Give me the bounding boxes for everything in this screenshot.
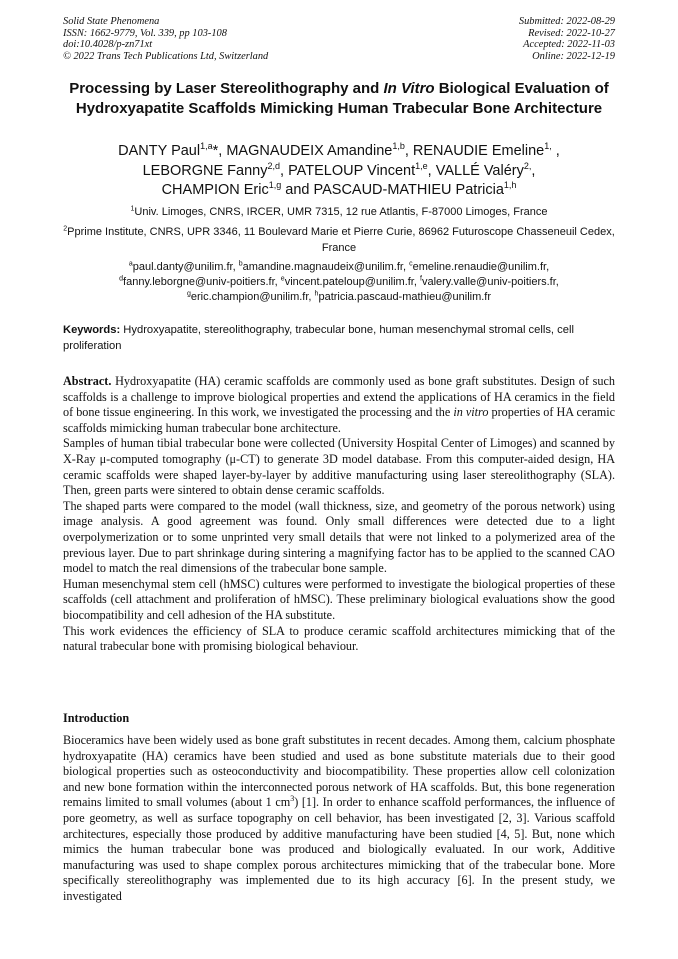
abstract xyxy=(63,374,615,655)
email-sup: d xyxy=(119,275,124,283)
email-link[interactable]: vincent.pateloup@unilim.fr xyxy=(284,276,414,288)
title-part1: Processing by Laser Stereolithography and xyxy=(69,80,384,97)
paper-title xyxy=(50,79,628,119)
revised-date: Revised: 2022-10-27 xyxy=(528,27,615,39)
publication-dates xyxy=(519,16,615,62)
abstract-italic: in vitro xyxy=(453,405,489,420)
email-sep: , xyxy=(413,276,420,288)
affiliation-text: Pprime Institute, CNRS, UPR 3346, 11 Boulevard Marie et Pierre Curie, 86962 Futuroscope Chasseneuil Cedex, France xyxy=(67,226,615,254)
doi[interactable]: doi:10.4028/p-zn71xt xyxy=(63,39,153,51)
author-sup: 1,h xyxy=(503,180,517,191)
abstract-paragraph: Human mesenchymal stem cell (hMSC) cultures were performed to investigate the biological properties of these scaffolds (cell attachment and proliferation of hMSC). These preliminary biological evaluations show the good biocompatibility and cell adhesion of the HA substitute. xyxy=(63,576,615,622)
affiliation-sup: 1 xyxy=(130,205,135,213)
copyright: © 2022 Trans Tech Publications Ltd, Switzerland xyxy=(63,50,269,62)
abstract-paragraph xyxy=(63,374,615,436)
intro-text: ) [1]. In order to enhance scaffold performances, the influence of pore geometry, as well as surface topography on cell behavior, has been investigated [2, 3]. Various scaffold architectures, especially those produced by additive manufacturing have been studied [4, 5]. But, none which mimics the human trabecular bone was produced and biologically evaluated. In our work, Additive manufacturing was used to shape complex porous architectures mimicking that of the trabecular bone. More specifically stereolithography was implemented due to its high accuracy [6]. In the present study, we investigated xyxy=(63,795,616,903)
author-sup: 2, xyxy=(523,160,532,171)
author-sep: and xyxy=(281,182,314,198)
abstract-label: Abstract. xyxy=(63,374,112,388)
author-sup: 1,g xyxy=(268,180,282,191)
affiliation-text: Univ. Limoges, CNRS, IRCER, UMR 7315, 12 rue Atlantis, F-87000 Limoges, France xyxy=(134,206,548,218)
journal-info xyxy=(63,16,268,62)
affiliation-sup: 2 xyxy=(63,225,68,233)
email-sup: g xyxy=(186,290,191,298)
email-sup: e xyxy=(280,275,285,283)
author-sup: 1,b xyxy=(392,141,405,152)
author-sup: 1,e xyxy=(415,160,428,171)
keywords-text: Hydroxyapatite, stereolithography, trabecular bone, human mesenchymal stromal cells, cell proliferation xyxy=(63,324,574,352)
email-link[interactable]: eric.champion@unilim.fr xyxy=(190,291,309,303)
email-link[interactable]: fanny.leborgne@univ-poitiers.fr xyxy=(123,276,275,288)
abstract-text: properties of HA ceramic scaffolds mimicking human trabecular bone architecture. xyxy=(63,405,616,435)
abstract-text: Hydroxyapatite (HA) ceramic scaffolds are commonly used as bone graft substitutes. Design of such scaffolds is a challenge to improve biological properties and extend the applications of HA ceramics in the field of bone tissue engineering. In this work, we investigated the processing and the xyxy=(63,374,615,420)
issn: ISSN: 1662-9779, Vol. 339, pp 103-108 xyxy=(63,27,227,39)
author-sep: , xyxy=(531,162,536,179)
title-italic: In Vitro xyxy=(383,80,435,97)
introduction-heading: Introduction xyxy=(63,711,130,725)
submitted-date: Submitted: 2022-08-29 xyxy=(518,16,615,27)
email-link[interactable]: emeline.renaudie@unilim.fr xyxy=(412,261,547,273)
author: CHAMPION Eric xyxy=(161,182,269,198)
email-sep: , xyxy=(232,261,239,273)
email-sup: f xyxy=(420,275,422,283)
email-sup: a xyxy=(128,260,133,268)
email-link[interactable]: valery.valle@univ-poitiers.fr xyxy=(421,276,556,288)
email-list xyxy=(60,260,618,305)
abstract-paragraph: Samples of human tibial trabecular bone were collected (University Hospital Center of Limoges) and scanned by X-Ray μ-computed tomography (μ-CT) to generate 3D model database. From this computer-aided design, HA ceramic scaffolds were shaped layer-by-layer by additive manufacturing using laser stereolithography (SLA). Then, green parts were sintered to obtain dense ceramic scaffolds. xyxy=(63,436,615,498)
author-sep: , xyxy=(280,162,289,179)
affiliation-2 xyxy=(60,224,618,256)
email-sep: , xyxy=(402,261,410,273)
journal-name: Solid State Phenomena xyxy=(63,16,160,27)
email-sup: c xyxy=(409,260,413,268)
email-link[interactable]: amandine.magnaudeix@unilim.fr xyxy=(242,261,403,273)
author-sup: 2,d xyxy=(267,160,281,171)
author-list xyxy=(60,142,618,201)
keywords xyxy=(63,322,615,354)
author: PASCAUD-MATHIEU Patricia xyxy=(313,182,504,198)
email-sup: b xyxy=(238,260,243,268)
email-sep: , xyxy=(555,276,559,288)
email-sep: , xyxy=(546,261,550,273)
author: VALLÉ Valéry xyxy=(435,162,524,179)
author: LEBORGNE Fanny xyxy=(142,162,268,179)
author-sep: , xyxy=(551,143,560,159)
abstract-paragraph: This work evidences the efficiency of SLA to produce ceramic scaffold architectures mimicking that of the natural trabecular bone with promising biological behaviour. xyxy=(63,623,615,654)
author: RENAUDIE Emeline xyxy=(412,143,545,159)
introduction-body xyxy=(63,733,615,905)
email-sep: , xyxy=(274,276,281,288)
author: DANTY Paul xyxy=(118,143,201,159)
title-part2: Biological Evaluation of Hydroxyapatite Scaffolds Mimicking Human Trabecular Bone Architecture xyxy=(75,80,609,117)
author-sup: 1,a xyxy=(200,141,213,152)
affiliation-1 xyxy=(60,204,618,220)
introduction-paragraph xyxy=(63,733,615,905)
accepted-date: Accepted: 2022-11-03 xyxy=(523,39,615,51)
online-date: Online: 2022-12-19 xyxy=(532,50,615,62)
abstract-paragraph: The shaped parts were compared to the model (wall thickness, size, and geometry of the porous network) using image analysis. A good agreement was found. Only small differences were detected due to a light overpolymerization or to some unprinted very small details that were not linked to a polymerized area of the previous layer. Due to part shrinkage during sintering a magnifying factor has to be applied to the scanned CAO model to match the real dimensions of the trabecular bone sample. xyxy=(63,498,615,576)
email-link[interactable]: paul.danty@unilim.fr xyxy=(132,261,233,273)
author: MAGNAUDEIX Amandine xyxy=(226,143,393,159)
email-sep: , xyxy=(308,291,315,303)
author-sep: , xyxy=(404,143,413,159)
author-sup: 1, xyxy=(544,141,552,152)
intro-text: Bioceramics have been widely used as bone graft substitutes in recent decades. Among them, calcium phosphate hydroxyapatite (HA) ceramics have been studied and used as bone substitute materials due to their good biological properties such as osteoconductivity and biocompatibility. These properties allow cell colonization and new bone formation within the interconnected porous network of HA scaffolds. But, this bone regeneration remains limited to small volumes (about 1 cm xyxy=(63,733,615,810)
author-sep: , xyxy=(427,162,436,179)
keywords-label: Keywords: xyxy=(63,324,121,336)
intro-sup: 3 xyxy=(290,794,295,804)
email-sup: h xyxy=(314,290,319,298)
author: PATELOUP Vincent xyxy=(288,162,416,179)
email-link[interactable]: patricia.pascaud-mathieu@unilim.fr xyxy=(318,291,492,303)
author-sep: *, xyxy=(212,143,227,159)
